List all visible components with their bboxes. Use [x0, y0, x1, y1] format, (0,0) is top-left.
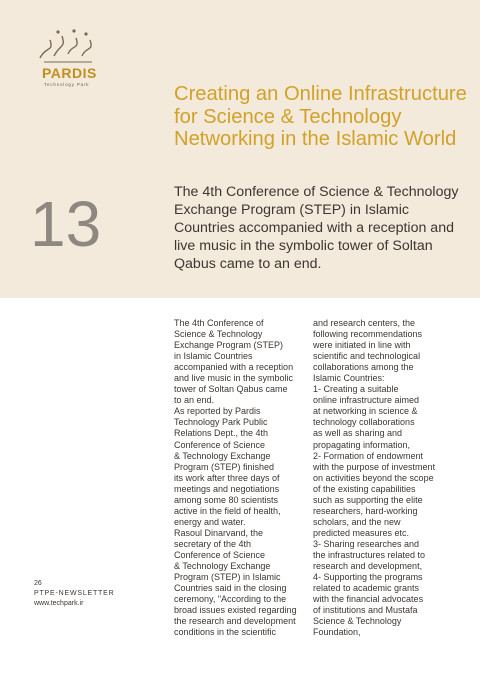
newsletter-label: PTPE-NEWSLETTER — [34, 590, 115, 597]
article-lead: The 4th Conference of Science & Technology Exchange Program (STEP) in Islamic Countries accompanied with a reception and live music in the symbolic tower of Soltan Qabus came to an end. — [174, 184, 459, 272]
body-column-left: The 4th Conference of Science & Technology Exchange Program (STEP) in Islamic Countries accompanied with a reception and live music in the symbolic tower of Soltan Qabus came to an end. As reported by Pardis Technology Park Public Relations Dept., the 4th Conference of Science & Technology Exchange Program (STEP) finished its work after three days of meetings and negotiations among some 80 scientists active in the field of health, energy and water. Rasoul Dinarvand, the secretary of the 4th Conference of Science & Technology Exchange Program (STEP) in Islamic Countries said in the closing ceremony, "According to the broad issues existed regarding the research and development conditions in the scientific — [174, 318, 297, 638]
logo-wordmark: PARDIS — [42, 65, 97, 81]
website-link[interactable]: www.techpark.ir — [34, 600, 84, 607]
logo-subtitle: Technology Park — [44, 82, 90, 87]
pardis-logo — [36, 26, 108, 98]
article-title: Creating an Online Infrastructure for Science & Technology Networking in the Islamic World — [174, 83, 467, 150]
calligraphy-emblem-icon — [36, 26, 100, 68]
page-number: 26 — [34, 580, 42, 587]
issue-number: 13 — [30, 188, 102, 260]
body-column-right: and research centers, the following recommendations were initiated in line with scientific and technological collaborations among the Islamic Countries: 1- Creating a suitable online infrastructure aimed at networking in science & technology collaborations as well as sharing and propagating information, 2- Formation of endowment with the purpose of investment on activities beyond the scope of the existing capabilities such as supporting the elite researchers, hard-working scholars, and the new predicted measures etc. 3- Sharing researches and the infrastructures related to research and development, 4- Supporting the programs related to academic grants with the financial advocates of institutions and Mustafa Science & Technology Foundation, — [313, 318, 436, 638]
